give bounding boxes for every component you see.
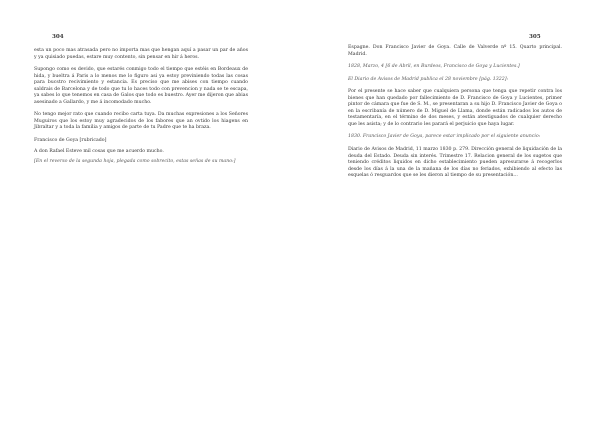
editorial-note: 1828, Marzo, 4 [6 de Abril, en Burdeos, Francisco de Goya y Lucientes.] bbox=[348, 64, 520, 70]
right-page-text bbox=[348, 45, 562, 186]
address: Espagne. Don Francisco Javier de Goya. Calle de Valverde nº 15. Quarto principal. Madrid. bbox=[348, 45, 562, 57]
paragraph: Por el presente se hace saber que cualquiera persona que tenga que repetir contra los bienes que han quedado por fallecimiento de D. Francisco de Goya y Lucientes, primer pintor de cámara que fue de S. M., se presentaran a su hijo D. Francisco Javier de Goya o en la escribanía de número de D. Miguel de Llama, donde están radicados los autos de testamentaría, en el término de dos meses, y están atestiguados de cualquier derecho que les asista; y de lo contrario les parará el perjuicio que haya lugar. bbox=[348, 89, 562, 127]
signature: Francisco de Goya [rubricado] bbox=[34, 138, 107, 144]
paragraph: No tengo mejor rato que cuando recibo carta tuya. Da muchas expresiones a los Señores Muguiros que los estoy muy agradecidos de los fabores que an ovtido los hiagens en Jibraltar y a toda la familia y amigos de parte de tu Padre que te ha braza. bbox=[34, 112, 248, 131]
editorial-note: 1830. Francisco Javier de Goya, parece estar implicado por el siguiente anuncio: bbox=[348, 134, 541, 140]
paragraph: esta un poco mas atrasada pero no importa mas que hengan aquí a pasar un par de años y ya quisiado puedas, estare muy contento, sin pensar en hir á heros. bbox=[34, 48, 248, 60]
paragraph: Diario de Avisos de Madrid, 11 marzo 1830 p. 279. Dirección general de liquidación de la deuda del Estado. Deuda sin interés. Trimestre 17. Relacion general de los sugetos que teniendo créditos liquidos en dicho establecimiento pueden apresurarse á recogerlos desde los días á la una de la mañana de los días no feriados, exhibiendo al efecto las esquelas ó resguardos que se les dieron al tiempo de su presentación... bbox=[348, 147, 562, 179]
right-page-number: 305 bbox=[529, 34, 541, 40]
postscript: A don Rafael Esteve mil cosas que me acuerdo mucho. bbox=[34, 148, 164, 154]
right-page bbox=[300, 0, 600, 424]
editorial-note: [En el reverso de la segunda hoja, plegada como sobrecito, estas señas de su mano:] bbox=[34, 159, 236, 165]
paragraph: Supongo como es devido, que estarés conmigo todo el tiempo que estéis en Bordeaux de hida, y bueltra á Paris a lo menos me lo figuro asi ya estoy previniendo todas las cosas para bucstro recivimiento y estancia. Es preciso que me abises con tiempo cuando saldrais de Barcelona y de todo que tu lo haces todo con prevencion y nada se te escapa, ya sabes lo que tenemos en casa de Galos que todo es buestro. Ayer me dijeron que abias asesinado a Gallardo, y me á incomodado mucho. bbox=[34, 67, 248, 105]
left-page-text bbox=[34, 48, 248, 172]
editorial-note: El Diario de Avisos de Madrid publica el 28 noviembre [pág. 1322]: bbox=[348, 76, 509, 82]
left-page-number: 304 bbox=[52, 34, 64, 40]
